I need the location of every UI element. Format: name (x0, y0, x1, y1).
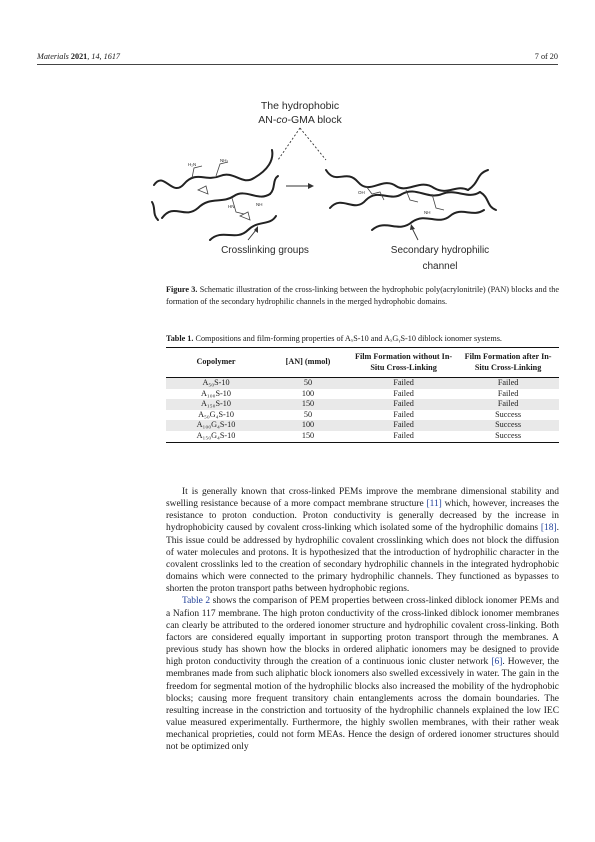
col-header-copolymer: Copolymer (166, 348, 266, 378)
cell-copolymer: A₁₅₀S-10 (166, 399, 266, 410)
cell-an: 150 (266, 399, 350, 410)
table-1 (166, 347, 559, 443)
figure-3-caption (166, 284, 559, 308)
table-caption-text: Compositions and film-forming properties of AₓS-10 and AₓGᵧS-10 diblock ionomer systems. (193, 334, 502, 343)
table-row (166, 378, 559, 389)
body-text (166, 486, 559, 753)
cell-copolymer: A₁₀₀S-10 (201, 388, 231, 398)
citation-link-6[interactable]: [6] (491, 657, 503, 668)
cell-copolymer: A₁₀₀G₄S-10 (166, 420, 266, 431)
pointer-right-dashed (300, 128, 326, 160)
cell-copolymer: A₅₀S-10 (166, 378, 266, 389)
page-number: 7 of 20 (534, 52, 558, 61)
col-header-film-after: Film Formation after In-Situ Cross-Linking (457, 348, 559, 378)
cell-after: Success (495, 409, 522, 419)
cell-an: 150 (266, 431, 350, 442)
pointer-left-dashed (278, 128, 300, 160)
chem-label-nh: NH (256, 202, 263, 207)
citation-link-18[interactable]: [18] (540, 523, 557, 534)
journal-year: 2021 (70, 52, 88, 61)
p1-text-c: . This issue could be addressed by hydrophilic covalent crosslinking which does not block the diffusion of water molecules and protons. It is hypothesized that the introduction of hydrophilic character in the covalent crosslinks led to the creation of secondary hydrophilic channels in the integrated hydrophobic domains which were connected to the primary hydrophilic channels. They functioned as bypasses to shorten the proton transport paths between hydrophobic regions. (166, 523, 559, 595)
hydrophobic-block-label-line2: AN-co-GMA block (258, 114, 342, 126)
table-row (166, 410, 559, 421)
chem-label-nh2: NH₂ (220, 158, 229, 163)
table-label: Table 1. (166, 334, 194, 343)
secondary-channel-label-line2: channel (422, 261, 458, 272)
table-row (166, 399, 559, 410)
paragraph-2 (166, 595, 559, 753)
header-rule (37, 64, 558, 65)
crosslinking-pointer (248, 230, 256, 240)
cell-an: 100 (266, 420, 350, 431)
left-crosslinks (192, 162, 250, 220)
figure-caption-text: Schematic illustration of the cross-linking between the hydrophobic poly(acrylonitrile) (PAN) blocks and the formation of the secondary hydrophilic channels in the merged hydrophobic domains. (166, 285, 559, 306)
figure-3-schematic (150, 90, 510, 275)
chem-label-h2n: H₂N (188, 162, 197, 167)
hydrophobic-block-label-line1: The hydrophobic (260, 100, 340, 112)
p1-text-b: which, however, increases the resistance to proton conduction. Proton conductivity is generally decreased by the increase in hydrophobicity caused by covalent cross-linking which isolated some of the hydrophilic domains (166, 499, 559, 534)
reaction-arrow-head (308, 183, 314, 189)
cell-copolymer: A₁₅₀G₄S-10 (166, 431, 266, 442)
table-row (166, 389, 559, 400)
table-2-link[interactable]: Table 2 (182, 596, 211, 607)
journal-name: Materials (37, 52, 69, 61)
cell-without: Failed (393, 409, 414, 419)
chem-label-hn: HN (228, 204, 235, 209)
table-header-row (166, 348, 559, 378)
cell-without: Failed (393, 388, 414, 398)
table-row (166, 420, 559, 431)
cell-without: Failed (350, 399, 457, 410)
left-polymer-network (152, 150, 278, 240)
running-header-citation: Materials 2021, 14, 1617 (37, 52, 121, 61)
cell-after: Failed (457, 399, 559, 410)
figure-label: Figure 3. (166, 285, 198, 294)
table-1-caption (166, 333, 559, 345)
crosslinking-schematic-svg (150, 90, 510, 275)
volume-issue: 14, 1617 (91, 52, 121, 61)
p2-text-b: . However, the membranes made from such aliphatic block ionomers also swelled excessively in water. The gain in the freedom for segmental motion of the hydrophilic blocks also increased the mobility of the hydrophobic blocks; causing more frequent transitory chain entanglements across the domain boundaries. The resulting increase in the constriction and tortuosity of the hydrophilic channels explained the low IEC value measured experimentally. Furthermore, the highly swollen membranes, with their rather weak mechanical proprieties, could not form MEAs. Hence the design of ordered ionomer structures should not be optimized only (166, 657, 559, 753)
col-header-film-without: Film Formation without In-Situ Cross-Linking (350, 348, 457, 378)
table-row (166, 431, 559, 442)
cell-an: 50 (303, 409, 313, 419)
channel-pointer-head (410, 224, 415, 230)
cell-copolymer: A₅₀G₄S-10 (198, 409, 234, 419)
cell-without: Failed (350, 378, 457, 389)
right-hydrophilic-crosslinks (366, 186, 444, 210)
chem-label-nh-right: NH (424, 210, 431, 215)
cell-after: Failed (497, 388, 519, 398)
crosslinking-groups-label: Crosslinking groups (221, 245, 309, 256)
cell-after: Success (457, 431, 559, 442)
col-header-an-mmol: [AN] (mmol) (266, 348, 350, 378)
cell-after: Success (457, 420, 559, 431)
cell-an: 100 (301, 388, 315, 398)
cell-after: Failed (457, 378, 559, 389)
secondary-channel-label-line1: Secondary hydrophilic (390, 245, 490, 256)
citation-link-11[interactable]: [11] (426, 499, 442, 510)
channel-pointer (412, 228, 418, 240)
cell-without: Failed (350, 420, 457, 431)
cell-an: 50 (266, 378, 350, 389)
chem-label-oh: OH (358, 190, 365, 195)
p1-text-a: It is generally known that cross-linked PEMs improve the membrane dimensional stability and swelling resistance because of a more compact membrane structure (166, 487, 559, 510)
cell-without: Failed (350, 431, 457, 442)
paragraph-1 (166, 486, 559, 595)
p2-text-a: shows the comparison of PEM properties between cross-linked diblock ionomer PEMs and a Nafion 117 membrane. The high proton conductivity of the cross-linked diblock ionomer membranes can clearly be attributed to the ordered ionomer structure and hydrophilic covalent cross-linking. Both factors are considered equally important in supporting proton transport through the membranes. A previous study has shown how the blocks in ordered aliphatic ionomers may be designed to provide high proton conductivity through the creation of a continuous ionic cluster network (166, 596, 559, 668)
